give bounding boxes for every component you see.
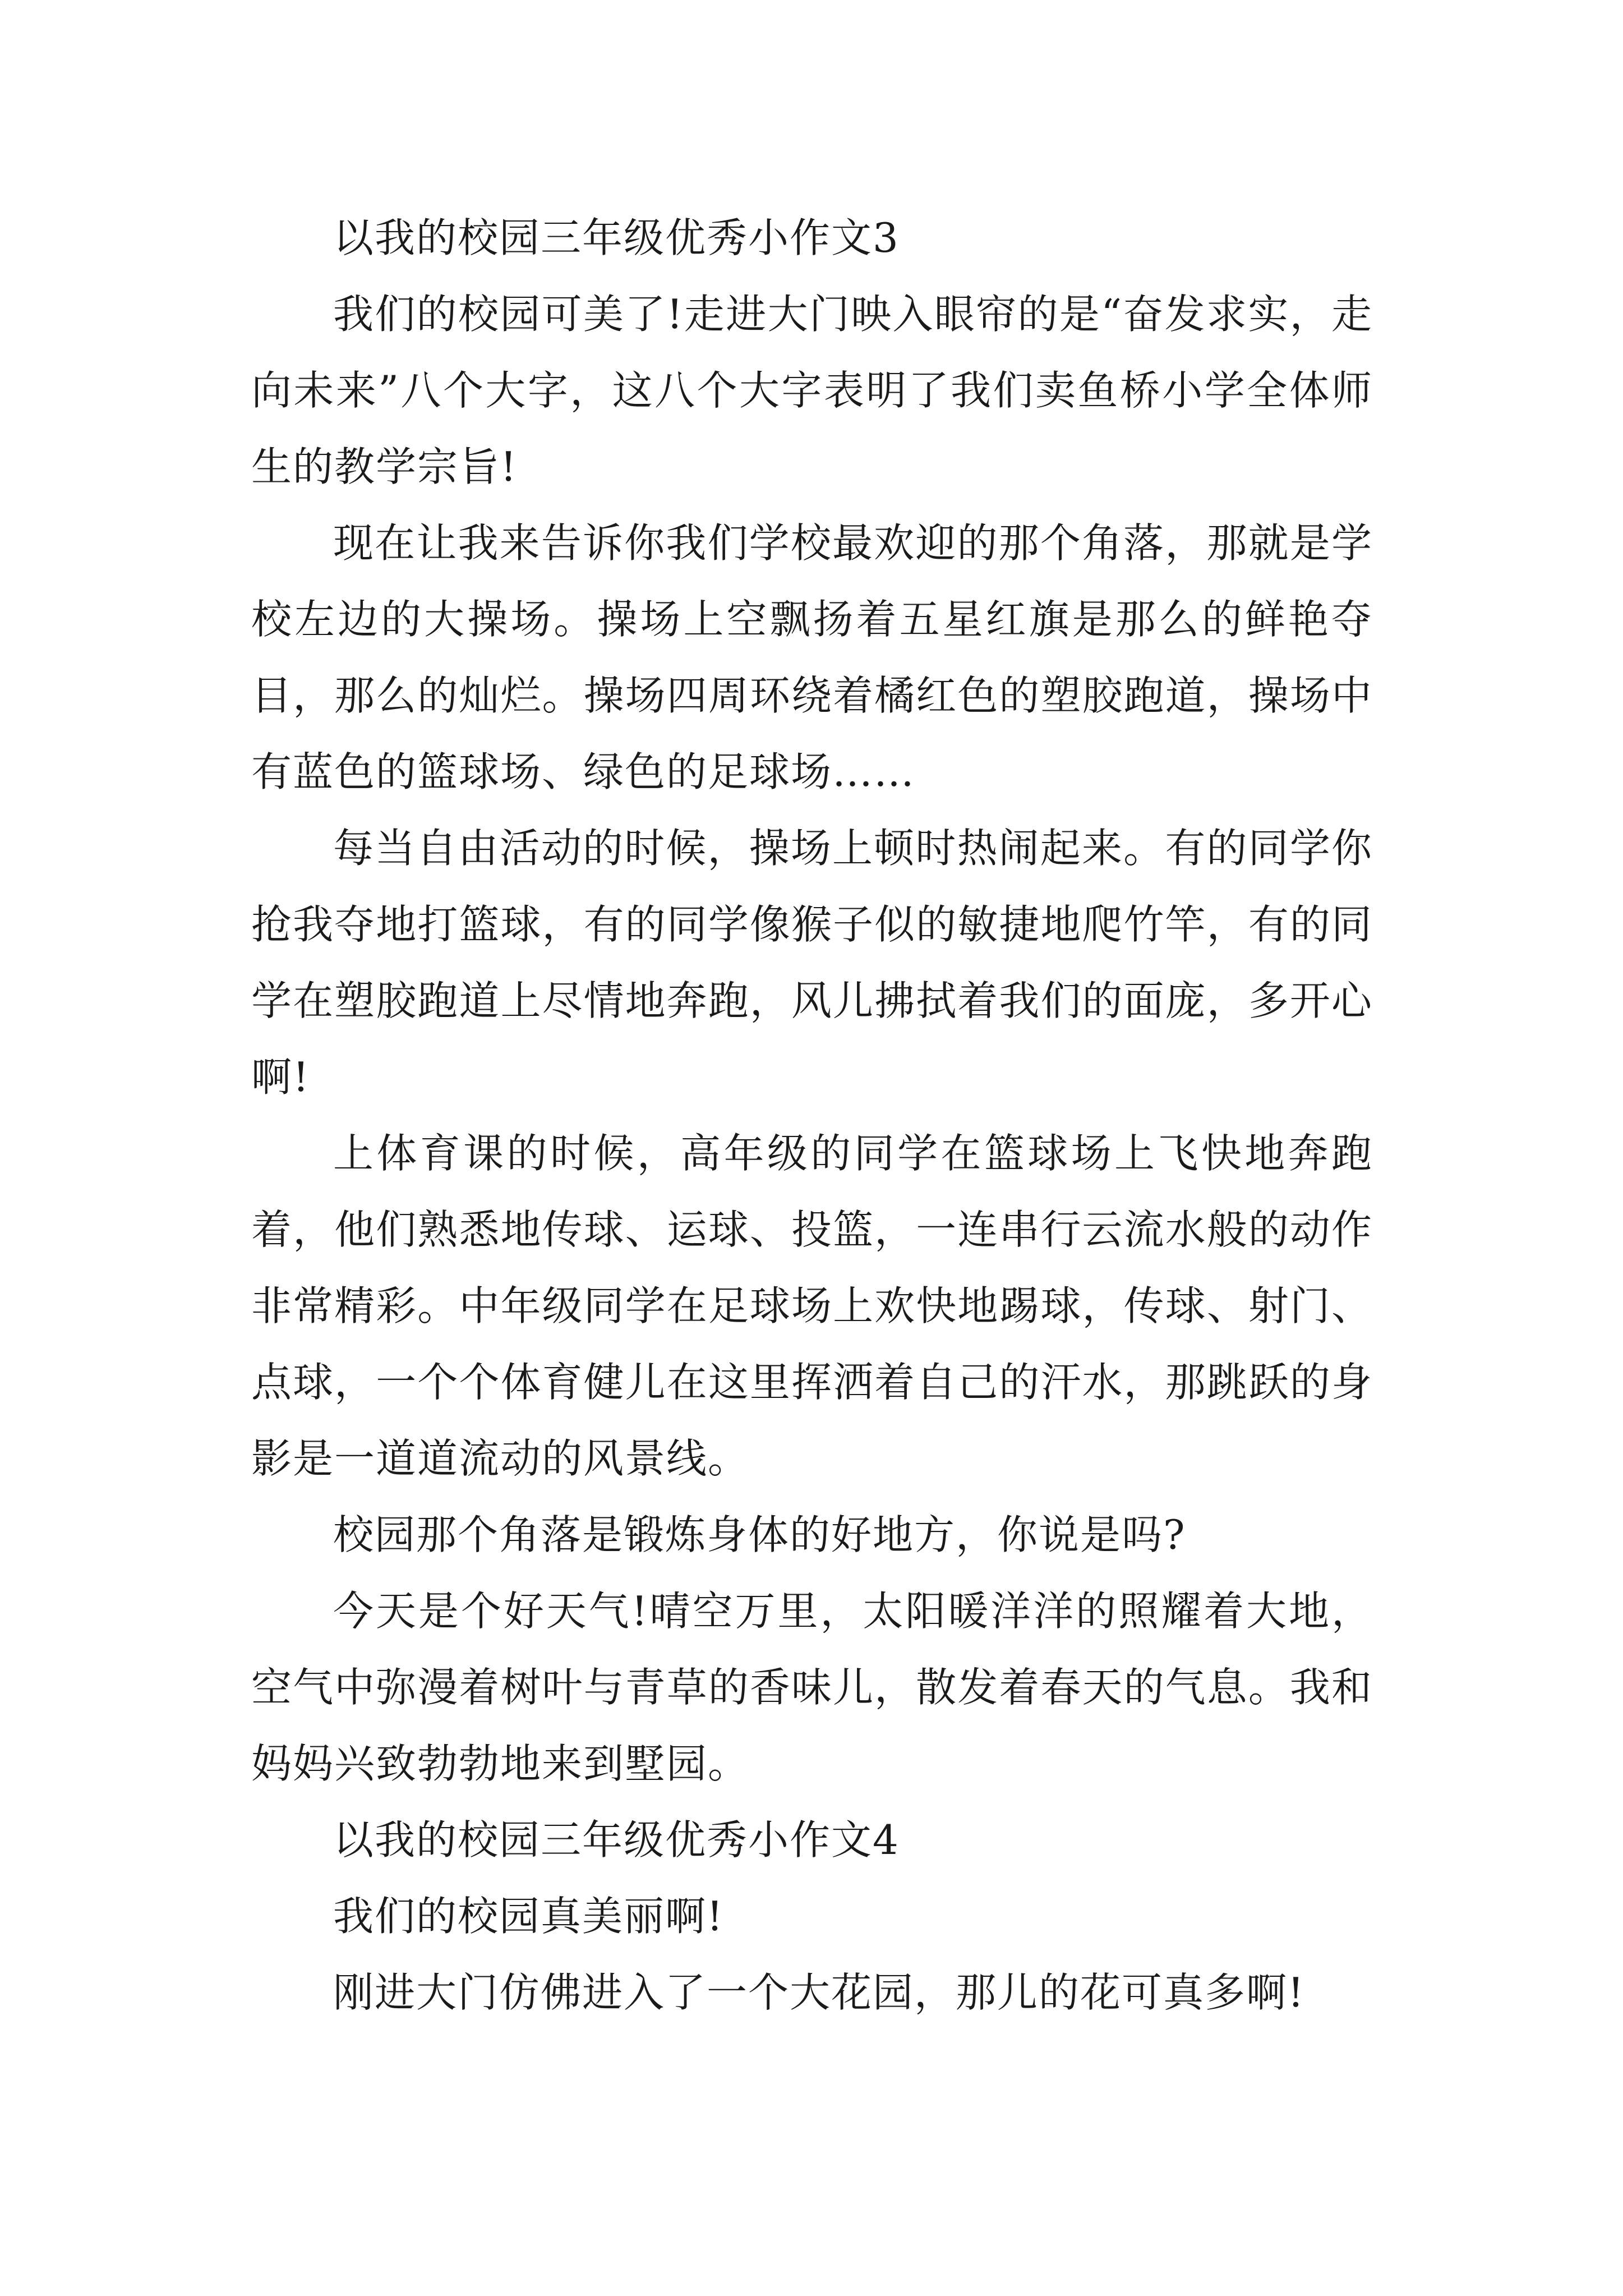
paragraph-garden: 刚进大门仿佛进入了一个大花园，那儿的花可真多啊!: [333, 1969, 1305, 2016]
paragraph-free-activity: 每当自由活动的时候，操场上顿时热闹起来。有的同学你抢我夺地打篮球，有的同学像猴子似的敏捷地爬竹竿，有的同学在塑胶跑道上尽情地奔跑，风儿拂拭着我们的面庞，多开心啊!: [251, 825, 1373, 1101]
document-body: [251, 200, 1373, 2031]
paragraph-pe-class: 上体育课的时候，高年级的同学在篮球场上飞快地奔跑着，他们熟悉地传球、运球、投篮，一连串行云流水般的动作非常精彩。中年级同学在足球场上欢快地踢球，传球、射门、点球，一个个体育健儿在这里挥洒着自己的汗水，那跳跃的身影是一道道流动的风景线。: [251, 1130, 1373, 1482]
essay-3-title: 以我的校园三年级优秀小作文3: [333, 214, 900, 261]
essay-4-title: 以我的校园三年级优秀小作文4: [333, 1816, 900, 1864]
paragraph-beautiful-campus: 我们的校园真美丽啊!: [333, 1893, 724, 1940]
paragraph-school-gate: 我们的校园可美了!走进大门映入眼帘的是“奋发求实，走向未来”八个大字，这八个大字表明了我们卖鱼桥小学全体师生的教学宗旨!: [251, 291, 1373, 490]
paragraph-good-weather: 今天是个好天气!晴空万里，太阳暖洋洋的照耀着大地，空气中弥漫着树叶与青草的香味儿，散发着春天的气息。我和妈妈兴致勃勃地来到墅园。: [251, 1588, 1373, 1787]
paragraph-playground: 现在让我来告诉你我们学校最欢迎的那个角落，那就是学校左边的大操场。操场上空飘扬着五星红旗是那么的鲜艳夺目，那么的灿烂。操场四周环绕着橘红色的塑胶跑道，操场中有蓝色的篮球场、绿色的足球场……: [251, 519, 1373, 795]
paragraph-question: 校园那个角落是锻炼身体的好地方，你说是吗?: [333, 1511, 1186, 1558]
